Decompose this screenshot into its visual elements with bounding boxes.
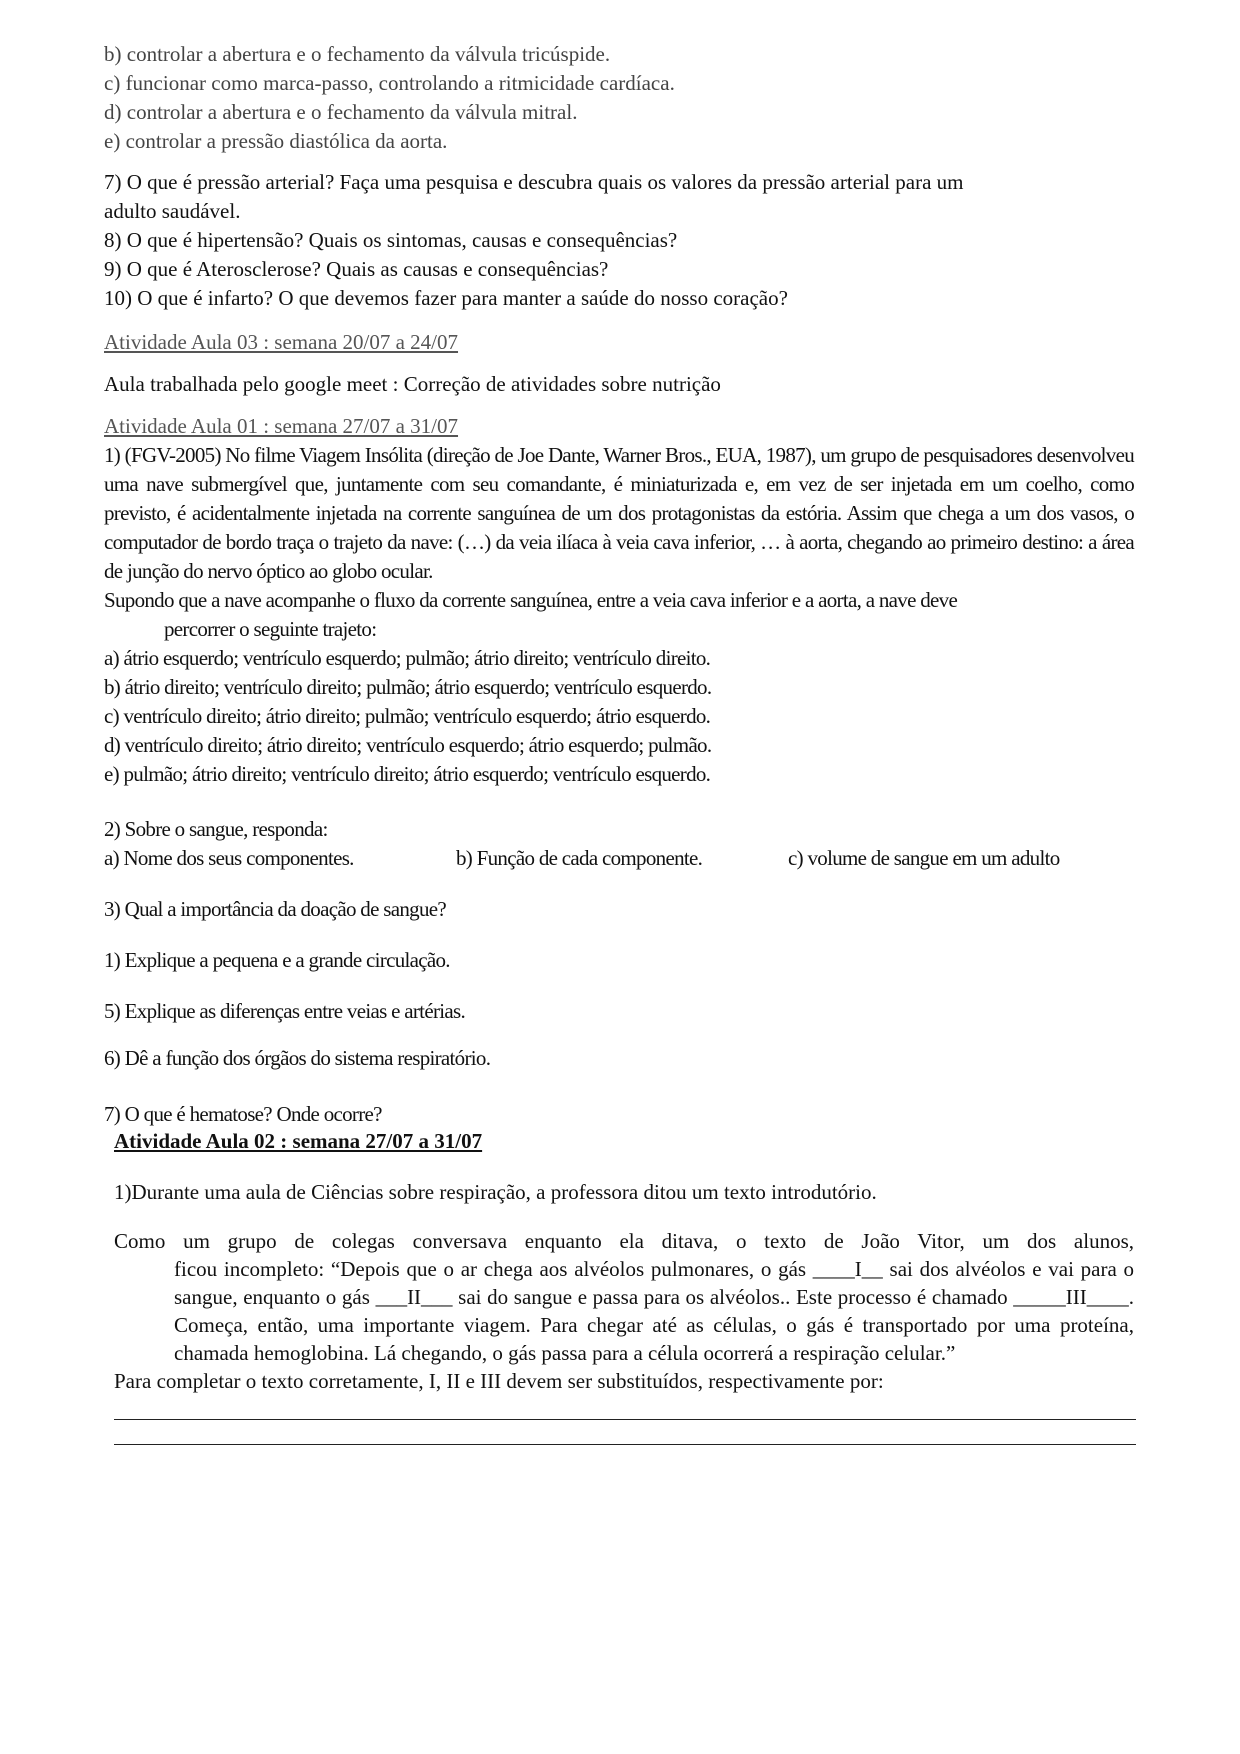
questions-block-a (104, 168, 1134, 313)
question-7-line1: 7) O que é pressão arterial? Faça uma pesquisa e descubra quais os valores da pressão arterial para um (104, 170, 964, 194)
answer-line-1[interactable] (114, 1395, 1136, 1420)
option-e: e) pulmão; átrio direito; ventrículo direito; átrio esquerdo; ventrículo esquerdo. (104, 762, 711, 786)
aula03-text: Aula trabalhada pelo google meet : Correção de atividades sobre nutrição (104, 372, 721, 396)
aula01-question-1-prompt: Supondo que a nave acompanhe o fluxo da corrente sanguínea, entre a veia cava inferior e a aorta, a nave deve (104, 588, 958, 612)
question-2-item-b: b) Função de cada componente. (456, 846, 703, 870)
option-c: c) funcionar como marca-passo, controlando a ritmicidade cardíaca. (104, 71, 675, 95)
question-2-item-a: a) Nome dos seus componentes. (104, 846, 354, 870)
aula02-instruction: Para completar o texto corretamente, I, II e III devem ser substituídos, respectivamente por: (114, 1369, 884, 1393)
aula02-paragraph-body: ficou incompleto: “Depois que o ar chega aos alvéolos pulmonares, o gás ____I__ sai dos alvéolos e vai para o sangue, enquanto o gás ___II___ sai do sangue e passa para os alvéolos.. Este processo é chamado _____III____. Começa, então, uma importante viagem. Para chegar até as células, o gás é transportado por uma proteína, chamada hemoglobina. Lá chegando, o gás passa para a célula ocorrerá a respiração celular.” (174, 1257, 1134, 1365)
question-7-line2: adulto saudável. (104, 199, 241, 223)
aula02-question-1: 1)Durante uma aula de Ciências sobre respiração, a professora ditou um texto introdutório. (114, 1180, 877, 1204)
option-b: b) átrio direito; ventrículo direito; pulmão; átrio esquerdo; ventrículo esquerdo. (104, 675, 712, 699)
aula02-paragraph (104, 1227, 1134, 1395)
aula01-question-7: 7) O que é hematose? Onde ocorre? (104, 1102, 382, 1126)
option-a: a) átrio esquerdo; ventrículo esquerdo; pulmão; átrio direito; ventrículo direito. (104, 646, 711, 670)
aula01-question-2: 2) Sobre o sangue, responda: (104, 817, 328, 841)
aula01-question-4: 1) Explique a pequena e a grande circulação. (104, 948, 450, 972)
aula01-question-1-prompt-cont: percorrer o seguinte trajeto: (164, 617, 377, 641)
answer-line-2[interactable] (114, 1420, 1136, 1445)
question-9: 9) O que é Aterosclerose? Quais as causas e consequências? (104, 257, 609, 281)
option-d: d) controlar a abertura e o fechamento da válvula mitral. (104, 100, 578, 124)
aula01-question-3: 3) Qual a importância da doação de sangue? (104, 897, 447, 921)
option-b: b) controlar a abertura e o fechamento da válvula tricúspide. (104, 42, 611, 66)
aula01-question-5: 5) Explique as diferenças entre veias e artérias. (104, 999, 466, 1023)
aula03-heading: Atividade Aula 03 : semana 20/07 a 24/07 (104, 330, 459, 354)
aula01-question-6: 6) Dê a função dos órgãos do sistema respiratório. (104, 1046, 491, 1070)
aula01-heading: Atividade Aula 01 : semana 27/07 a 31/07 (104, 414, 459, 438)
question-2-item-c: c) volume de sangue em um adulto (788, 846, 1060, 870)
option-d: d) ventrículo direito; átrio direito; ventrículo esquerdo; átrio esquerdo; pulmão. (104, 733, 712, 757)
aula01-question-1-options (104, 644, 1134, 789)
option-e: e) controlar a pressão diastólica da aorta. (104, 129, 448, 153)
question-8: 8) O que é hipertensão? Quais os sintomas, causas e consequências? (104, 228, 678, 252)
option-c: c) ventrículo direito; átrio direito; pulmão; ventrículo esquerdo; átrio esquerdo. (104, 704, 711, 728)
document-page (104, 40, 1134, 1445)
aula01-question-1: 1) (FGV-2005) No filme Viagem Insólita (direção de Joe Dante, Warner Bros., EUA, 1987), um grupo de pesquisadores desenvolveu uma nave submergível que, juntamente com seu comandante, é miniaturizada e, em vez de ser injetada em um coelho, como previsto, é acidentalmente injetada na corrente sanguínea de um dos protagonistas da estória. Assim que chega a um dos vasos, o computador de bordo traça o trajeto da nave: (…) da veia ilíaca à veia cava inferior, … à aorta, chegando ao primeiro destino: a área de junção do nervo óptico ao globo ocular. (104, 443, 1134, 583)
aula01-question-2-items (104, 844, 1134, 873)
previous-options (104, 40, 1134, 156)
aula02-paragraph-first-line: Como um grupo de colegas conversava enquanto ela ditava, o texto de João Vitor, um dos alunos, (114, 1229, 1134, 1253)
aula02-heading: Atividade Aula 02 : semana 27/07 a 31/07 (114, 1129, 483, 1153)
question-10: 10) O que é infarto? O que devemos fazer para manter a saúde do nosso coração? (104, 286, 788, 310)
